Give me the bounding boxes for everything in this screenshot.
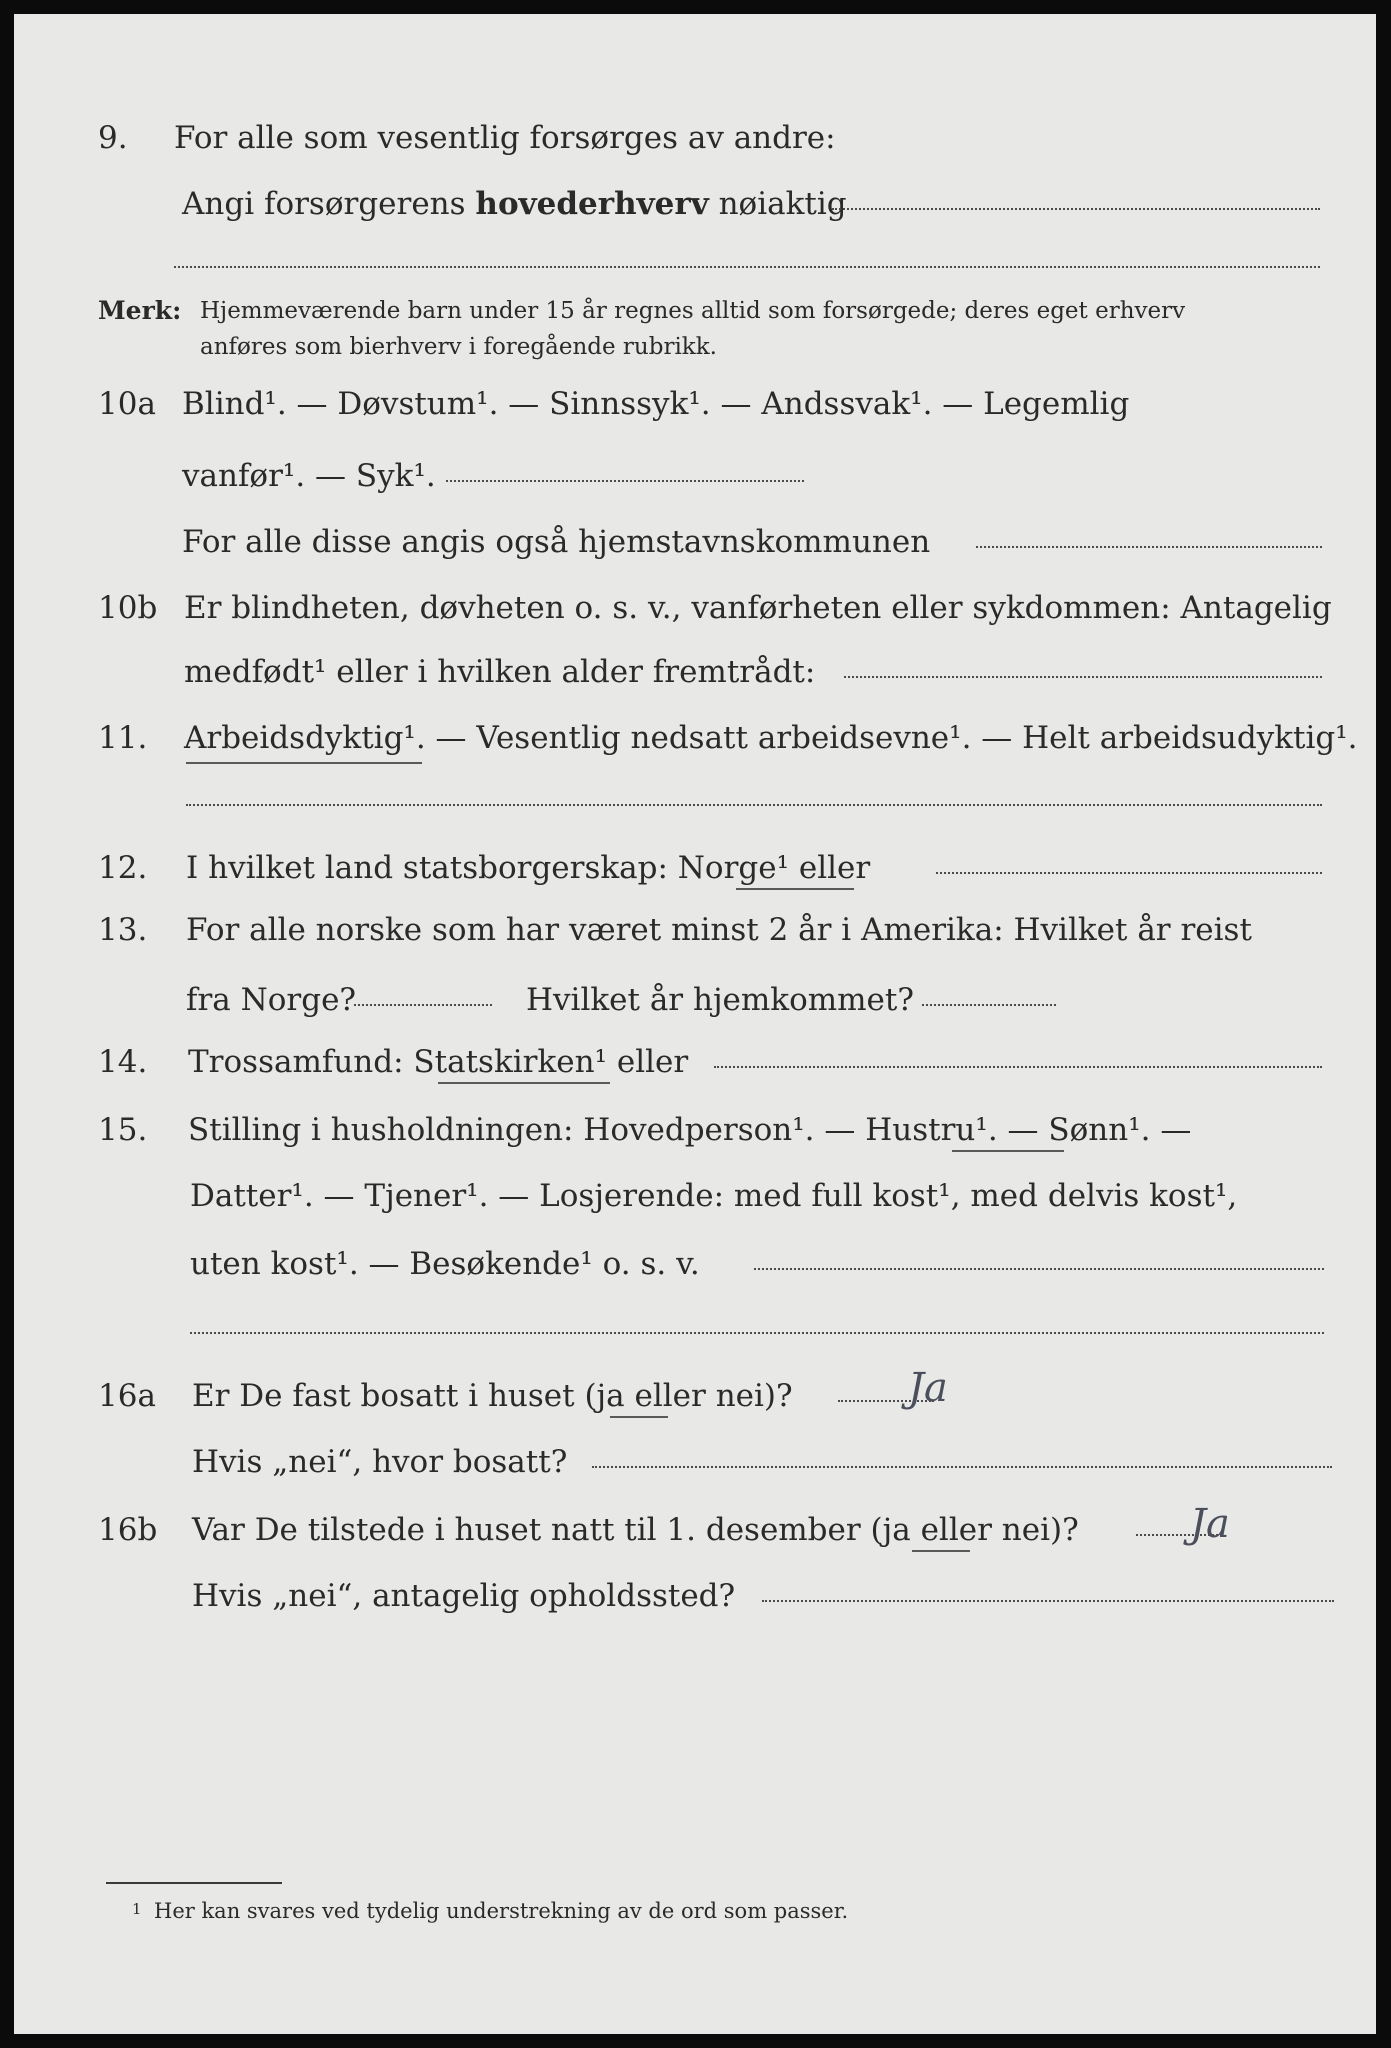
footnote-text: Her kan svares ved tydelig understrekning av de ord som passer. [154, 1899, 849, 1923]
question-10a-line-1: Blind¹. — Døvstum¹. — Sinnssyk¹. — Andssvak¹. — Legemlig [182, 386, 1130, 422]
question-number-13: 13. [98, 912, 148, 948]
answer-line-10a-syk[interactable] [446, 480, 804, 482]
census-form-page [14, 14, 1376, 2034]
answer-line-10b[interactable] [844, 676, 1322, 678]
question-15-line-3: uten kost¹. — Besøkende¹ o. s. v. [190, 1246, 700, 1282]
q9-angi-text: Angi forsørgerens [182, 186, 476, 222]
question-number-9: 9. [98, 120, 128, 156]
answer-line-11[interactable] [186, 804, 1322, 806]
question-number-15: 15. [98, 1112, 148, 1148]
merk-label: Merk: [98, 296, 182, 325]
q9-noiaktig-text: nøiaktig [708, 186, 847, 222]
answer-line-15b[interactable] [190, 1332, 1324, 1334]
q11-rest-text: — Vesentlig nedsatt arbeidsevne¹. — Helt arbeidsudyktig¹. [425, 720, 1358, 756]
handwritten-underline-ja-16b [912, 1550, 970, 1552]
q12-eller-text: eller [789, 850, 871, 886]
question-13-line-1: For alle norske som har været minst 2 år i Amerika: Hvilket år reist [186, 912, 1252, 948]
answer-line-9b[interactable] [174, 266, 1320, 268]
q12-norge-text: Norge¹ [677, 850, 790, 886]
handwritten-underline-hustru [952, 1150, 1064, 1152]
question-10b-line-1: Er blindheten, døvheten o. s. v., vanførheten eller sykdommen: Antagelig [184, 590, 1332, 626]
question-number-10b: 10b [98, 590, 158, 626]
question-10a-line-2: vanfør¹. — Syk¹. [182, 458, 436, 494]
question-number-10a: 10a [98, 386, 156, 422]
handwritten-answer-16b: Ja [1190, 1501, 1230, 1547]
q14-statskirken-text: Statskirken¹ [413, 1044, 607, 1080]
q15-hustru-text: Hustru¹ [865, 1112, 988, 1148]
question-14-line-1 [188, 1036, 688, 1088]
question-number-16b: 16b [98, 1512, 158, 1548]
question-9-line-2 [182, 178, 847, 230]
q15-sonn-text: . — Sønn¹. — [987, 1112, 1192, 1148]
footnote-mark: 1 [132, 1900, 142, 1918]
question-13-line-2a: fra Norge? [186, 982, 357, 1018]
answer-line-12[interactable] [936, 872, 1322, 874]
question-16a-line-2: Hvis „nei“, hvor bosatt? [192, 1444, 568, 1480]
question-number-14: 14. [98, 1044, 148, 1080]
answer-line-16a-bosatt[interactable] [592, 1466, 1332, 1468]
question-16b-line-1: Var De tilstede i huset natt til 1. desember (ja eller nei)? [192, 1512, 1079, 1548]
handwritten-underline-ja-16a [610, 1416, 668, 1418]
question-number-11: 11. [98, 720, 148, 756]
question-11-line-1 [184, 712, 1358, 764]
answer-line-15[interactable] [754, 1268, 1324, 1270]
question-15-line-1 [188, 1104, 1191, 1156]
question-16b-line-2: Hvis „nei“, antagelig opholdssted? [192, 1578, 736, 1614]
q11-arbeidsdyktig-text: Arbeidsdyktig¹. [184, 720, 426, 756]
question-16a-line-1: Er De fast bosatt i huset (ja eller nei)? [192, 1378, 793, 1414]
q14-eller-text: eller [607, 1044, 689, 1080]
q15-label-text: Stilling i husholdningen: Hovedperson¹. — [188, 1112, 866, 1148]
question-number-12: 12. [98, 850, 148, 886]
question-15-line-2: Datter¹. — Tjener¹. — Losjerende: med full kost¹, med delvis kost¹, [190, 1178, 1238, 1214]
handwritten-underline-arbeidsdyktig [186, 762, 422, 764]
question-9-line-1: For alle som vesentlig forsørges av andre: [174, 120, 836, 156]
answer-line-10a-kommune[interactable] [976, 546, 1322, 548]
q9-hovederhverv-text: hovederhverv [475, 186, 709, 222]
merk-line-2: anføres som bierhverv i foregående rubrikk. [200, 334, 717, 360]
question-13-line-2b: Hvilket år hjemkommet? [526, 982, 914, 1018]
handwritten-underline-norge [736, 888, 854, 890]
question-number-16a: 16a [98, 1378, 156, 1414]
footnote-rule [106, 1882, 282, 1884]
answer-line-14[interactable] [714, 1066, 1322, 1068]
answer-line-13-hjemkommet[interactable] [922, 1004, 1056, 1006]
q14-label-text: Trossamfund: [188, 1044, 414, 1080]
handwritten-answer-16a: Ja [908, 1365, 948, 1411]
answer-line-9[interactable] [832, 208, 1320, 210]
answer-line-16b-opholdssted[interactable] [762, 1600, 1334, 1602]
question-12-line-1 [186, 842, 870, 894]
q12-label-text: I hvilket land statsborgerskap: [186, 850, 678, 886]
merk-line-1: Hjemmeværende barn under 15 år regnes alltid som forsørgede; deres eget erhverv [200, 298, 1186, 324]
answer-line-13-reist[interactable] [354, 1004, 492, 1006]
question-10a-line-3: For alle disse angis også hjemstavnskommunen [182, 524, 931, 560]
handwritten-underline-statskirken [438, 1082, 610, 1084]
question-10b-line-2: medfødt¹ eller i hvilken alder fremtrådt: [184, 654, 816, 690]
